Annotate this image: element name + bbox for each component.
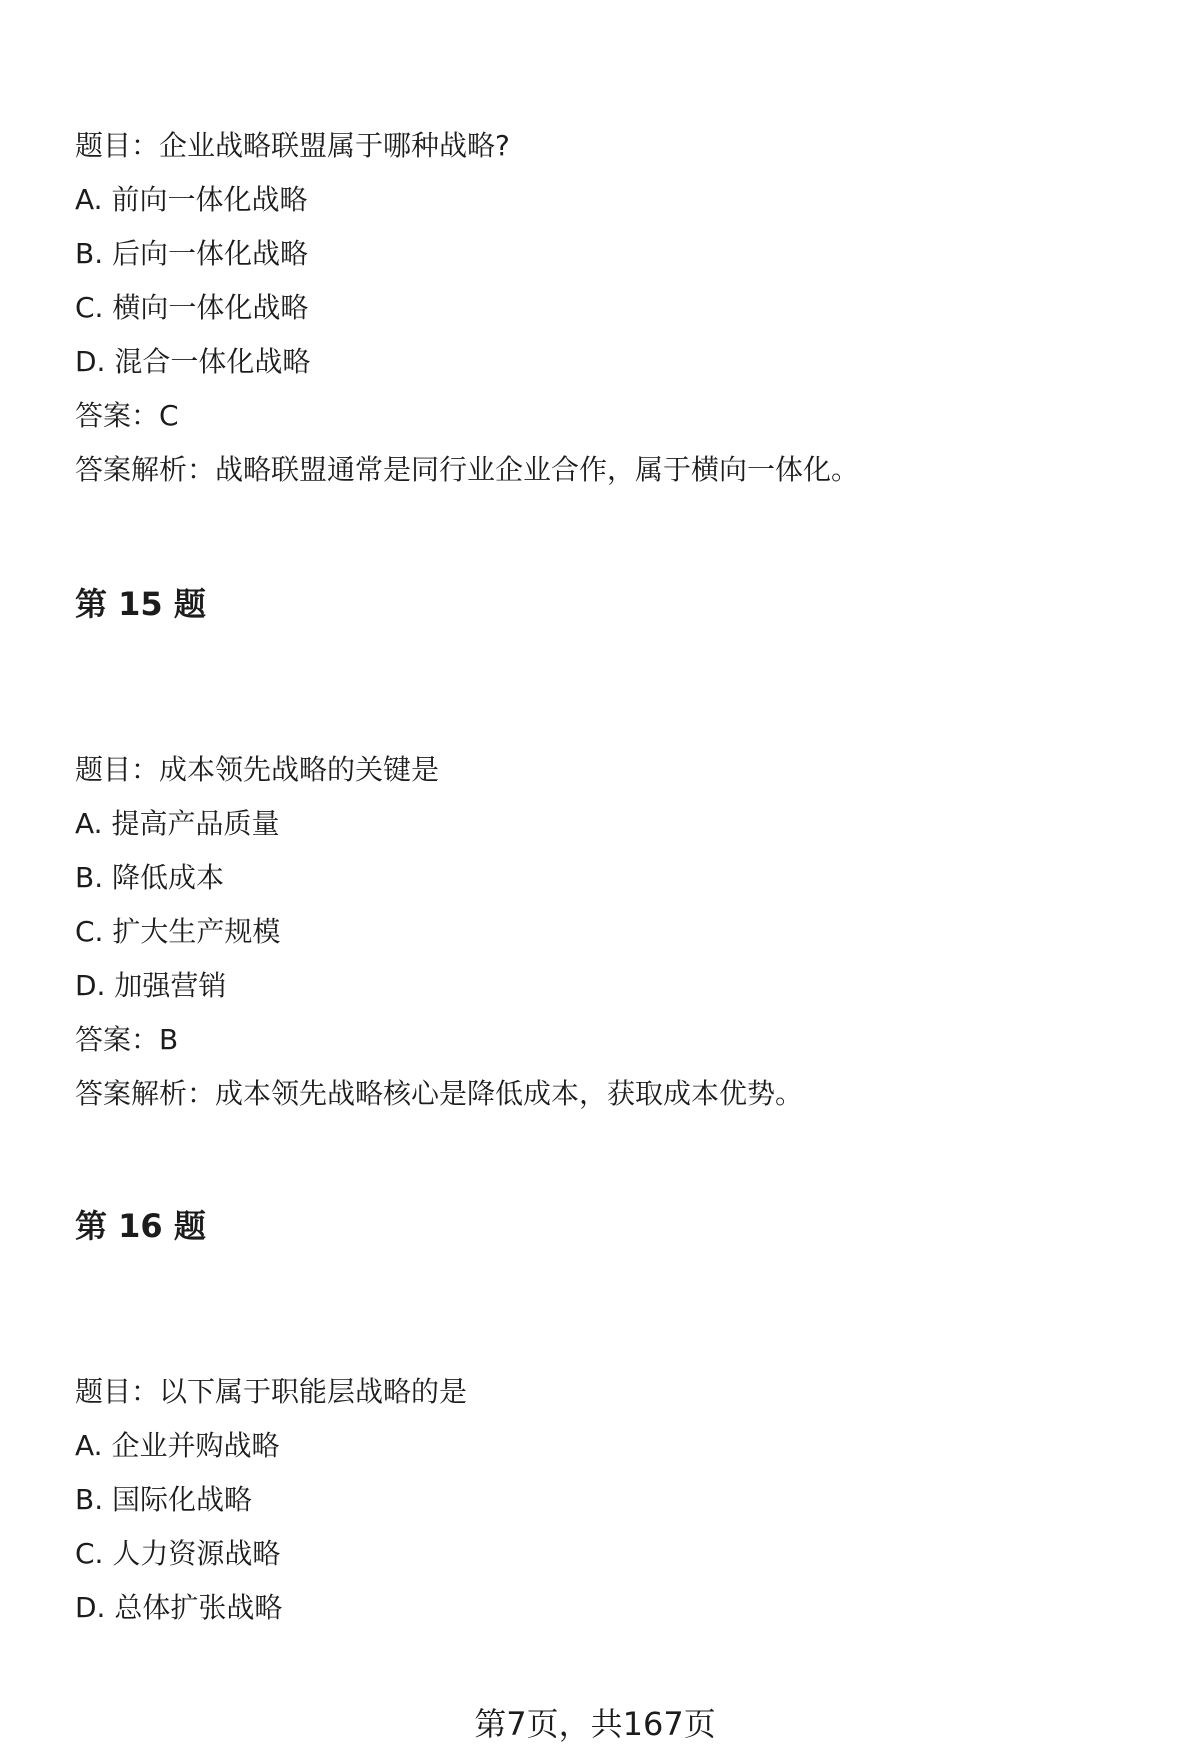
question-16-text: 题目：以下属于职能层战略的是 [75, 1375, 468, 1408]
question-15-heading: 第 15 题 [75, 585, 206, 623]
question-16-option-b: B. 国际化战略 [75, 1483, 253, 1516]
question-14-text: 题目：企业战略联盟属于哪种战略? [75, 129, 510, 162]
question-15-option-b: B. 降低成本 [75, 861, 225, 894]
question-16-option-d: D. 总体扩张战略 [75, 1591, 283, 1624]
question-15-analysis: 答案解析：成本领先战略核心是降低成本，获取成本优势。 [75, 1077, 804, 1110]
question-16-option-a: A. 企业并购战略 [75, 1429, 280, 1462]
question-14-option-d: D. 混合一体化战略 [75, 345, 311, 378]
question-15-option-d: D. 加强营销 [75, 969, 227, 1002]
question-14-option-b: B. 后向一体化战略 [75, 237, 309, 270]
question-16-option-c: C. 人力资源战略 [75, 1537, 281, 1570]
question-15-option-c: C. 扩大生产规模 [75, 915, 281, 948]
page-number-footer: 第7页，共167页 [474, 1705, 716, 1743]
question-14-analysis: 答案解析：战略联盟通常是同行业企业合作，属于横向一体化。 [75, 453, 860, 486]
question-14-option-a: A. 前向一体化战略 [75, 183, 308, 216]
question-14-answer: 答案：C [75, 399, 179, 432]
question-15-option-a: A. 提高产品质量 [75, 807, 280, 840]
question-16-heading: 第 16 题 [75, 1207, 206, 1245]
question-14-option-c: C. 横向一体化战略 [75, 291, 309, 324]
question-15-answer: 答案：B [75, 1023, 179, 1056]
question-15-text: 题目：成本领先战略的关键是 [75, 753, 440, 786]
